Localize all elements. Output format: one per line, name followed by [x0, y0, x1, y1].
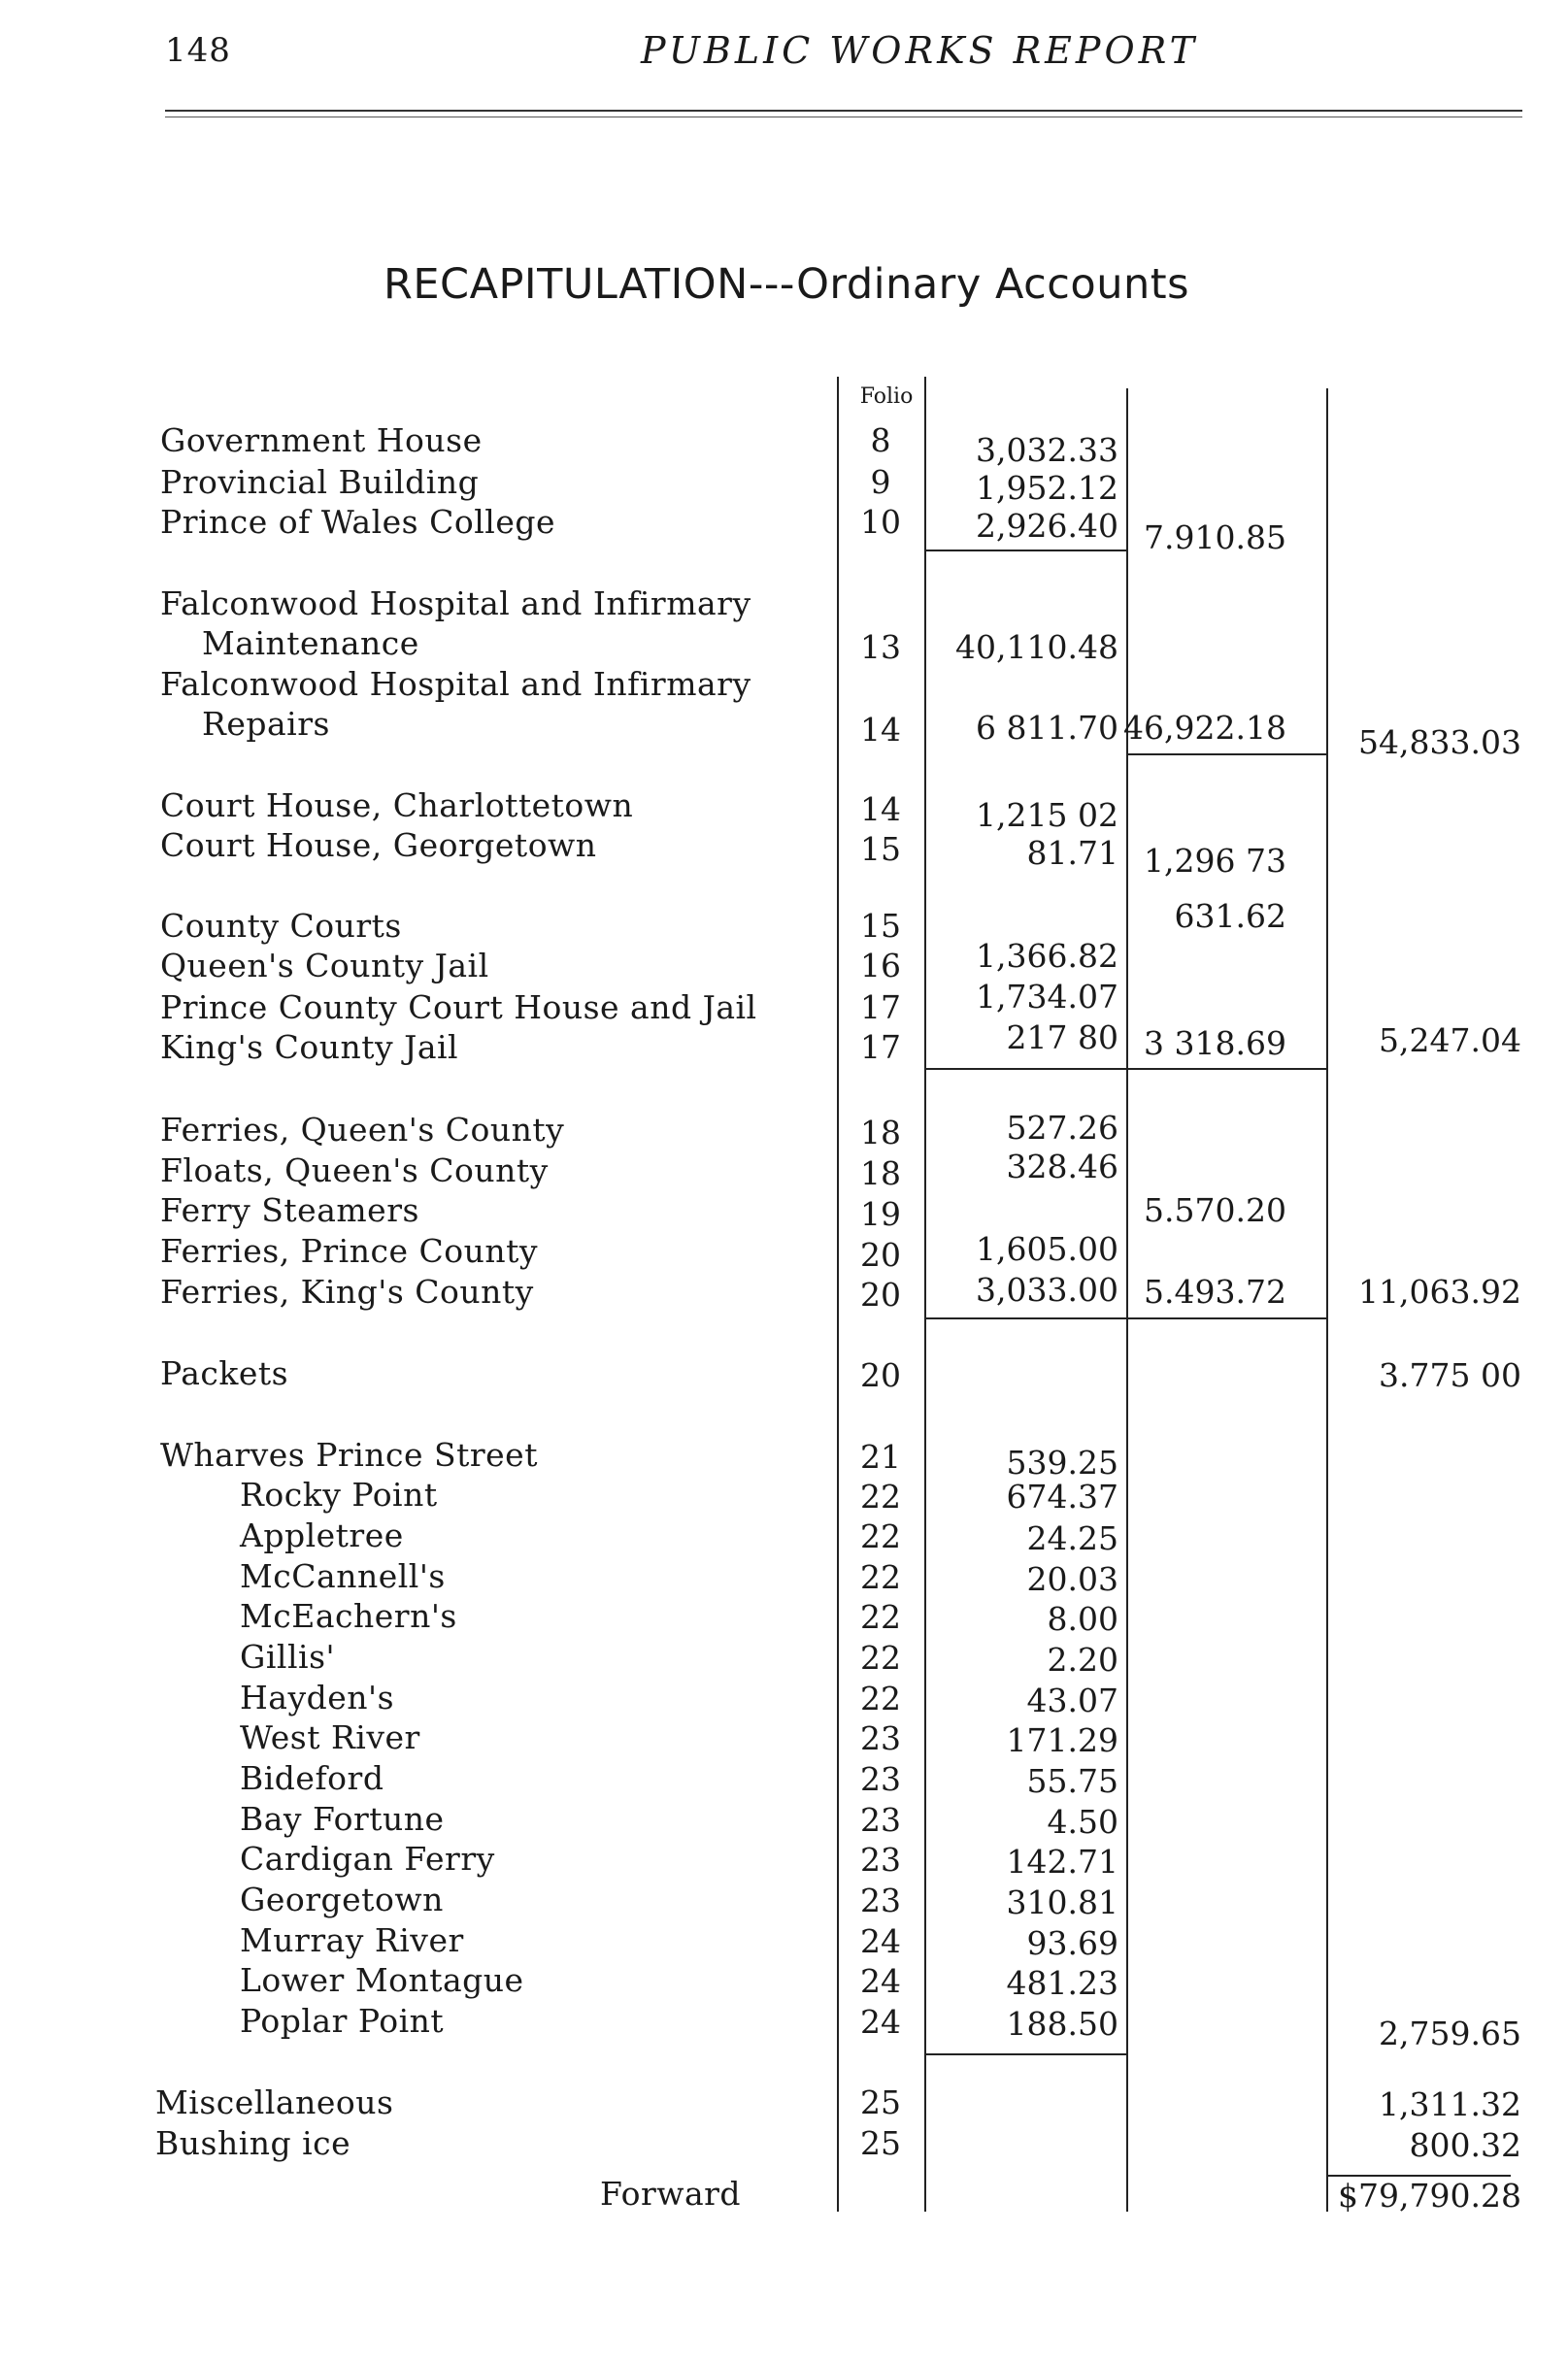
row-label: Rocky Point: [240, 1476, 438, 1514]
row-label: Cardigan Ferry: [240, 1840, 495, 1878]
row-folio: 22: [860, 1558, 901, 1596]
row-folio: 22: [860, 1517, 901, 1555]
row-folio: 16: [860, 947, 901, 984]
row-amount: 3,033.00: [976, 1271, 1118, 1309]
row-amount: 3,032.33: [976, 431, 1118, 469]
row-label: Gillis': [240, 1638, 336, 1676]
row-label: McEachern's: [240, 1597, 457, 1635]
row-folio: 22: [860, 1680, 901, 1717]
row-amount: 188.50: [1006, 2005, 1118, 2043]
row-label: Maintenance: [202, 624, 419, 662]
row-label: McCannell's: [240, 1557, 446, 1595]
row-amount: 4.50: [1047, 1803, 1118, 1841]
forward-total: $79,790.28: [1338, 2177, 1521, 2215]
forward-label: Forward: [600, 2175, 742, 2213]
row-amount: 1,734.07: [976, 978, 1118, 1016]
row-amount: 43.07: [1026, 1682, 1118, 1719]
running-title: PUBLIC WORKS REPORT: [641, 29, 1198, 72]
row-folio: 18: [860, 1114, 901, 1151]
row-folio: 17: [860, 988, 901, 1026]
row-folio: 22: [860, 1639, 901, 1677]
subtotal-rule: [924, 2053, 1126, 2055]
row-amount: 217 80: [1006, 1018, 1118, 1056]
row-amount: 674.37: [1006, 1478, 1118, 1516]
row-folio: 22: [860, 1478, 901, 1516]
row-label: Poplar Point: [240, 2002, 445, 2040]
subtotal-rule: [924, 1068, 1326, 1070]
row-label: Hayden's: [240, 1679, 395, 1716]
row-label: Falconwood Hospital and Infirmary: [160, 665, 751, 703]
row-folio: 24: [860, 1922, 901, 1960]
row-folio: 25: [860, 2124, 901, 2162]
row-label: County Courts: [160, 907, 402, 945]
row-label: Ferries, Prince County: [160, 1232, 538, 1270]
row-label: Murray River: [240, 1921, 464, 1959]
row-label: Wharves Prince Street: [160, 1436, 538, 1474]
row-folio: 10: [860, 503, 901, 541]
row-folio: 23: [860, 1841, 901, 1879]
row-folio: 22: [860, 1598, 901, 1636]
row-amount: 55.75: [1026, 1762, 1118, 1800]
row-label: Bushing ice: [155, 2124, 351, 2162]
row-total: 3.775 00: [1379, 1356, 1521, 1394]
row-label: Queen's County Jail: [160, 947, 489, 984]
row-folio: 15: [860, 907, 901, 945]
row-amount: 1,366.82: [976, 937, 1118, 975]
row-label: West River: [240, 1718, 420, 1756]
row-subtotal: 7.910.85: [1144, 518, 1286, 556]
row-amount: 6 811.70: [976, 709, 1118, 747]
row-label: Court House, Georgetown: [160, 826, 597, 864]
row-amount: 527.26: [1006, 1109, 1118, 1147]
row-label: Appletree: [240, 1516, 404, 1554]
row-subtotal: 5.570.20: [1144, 1191, 1286, 1229]
row-subtotal: 631.62: [1174, 897, 1286, 935]
row-label: Ferries, King's County: [160, 1273, 534, 1311]
row-amount: 8.00: [1047, 1600, 1118, 1638]
row-label: Government House: [160, 421, 483, 459]
row-total: 800.32: [1409, 2126, 1521, 2164]
row-amount: 1,952.12: [976, 469, 1118, 507]
row-subtotal: 46,922.18: [1123, 709, 1286, 747]
row-amount: 310.81: [1006, 1883, 1118, 1921]
row-amount: 20.03: [1026, 1560, 1118, 1598]
row-total: 54,833.03: [1358, 723, 1521, 761]
row-folio: 18: [860, 1154, 901, 1192]
row-label: Miscellaneous: [155, 2083, 394, 2121]
row-folio: 23: [860, 1760, 901, 1798]
row-folio: 19: [860, 1195, 901, 1233]
folio-header: Folio: [859, 384, 914, 409]
row-subtotal: 1,296 73: [1144, 842, 1286, 880]
row-label: Prince County Court House and Jail: [160, 988, 757, 1026]
row-subtotal: 5.493.72: [1144, 1273, 1286, 1311]
row-folio: 14: [860, 790, 901, 828]
row-amount: 1,605.00: [976, 1230, 1118, 1268]
row-amount: 481.23: [1006, 1964, 1118, 2002]
row-folio: 25: [860, 2083, 901, 2121]
row-amount: 142.71: [1006, 1843, 1118, 1881]
row-amount: 2.20: [1047, 1641, 1118, 1679]
row-folio: 23: [860, 1719, 901, 1757]
row-folio: 23: [860, 1801, 901, 1839]
page-number: 148: [165, 31, 231, 70]
row-total: 11,063.92: [1358, 1273, 1521, 1311]
row-folio: 9: [870, 463, 891, 501]
page-title: RECAPITULATION---Ordinary Accounts: [384, 260, 1189, 309]
row-total: 2,759.65: [1379, 2015, 1521, 2052]
row-label: King's County Jail: [160, 1028, 459, 1066]
row-label: Court House, Charlottetown: [160, 786, 634, 824]
row-folio: 23: [860, 1882, 901, 1919]
row-label: Floats, Queen's County: [160, 1151, 549, 1189]
row-amount: 40,110.48: [955, 628, 1118, 666]
row-amount: 81.71: [1026, 834, 1118, 872]
row-folio: 17: [860, 1028, 901, 1066]
row-subtotal: 3 318.69: [1144, 1024, 1286, 1062]
row-total: 1,311.32: [1379, 2085, 1521, 2123]
row-label: Ferries, Queen's County: [160, 1111, 565, 1149]
row-amount: 171.29: [1006, 1721, 1118, 1759]
row-label: Bideford: [240, 1759, 384, 1797]
row-amount: 24.25: [1026, 1519, 1118, 1557]
header-rule: [165, 110, 1522, 112]
row-amount: 328.46: [1006, 1148, 1118, 1185]
row-amount: 93.69: [1026, 1924, 1118, 1962]
row-label: Packets: [160, 1354, 289, 1392]
row-label: Provincial Building: [160, 463, 480, 501]
row-label: Lower Montague: [240, 1961, 524, 1999]
row-label: Ferry Steamers: [160, 1191, 419, 1229]
subtotal-rule: [924, 1317, 1326, 1319]
row-folio: 24: [860, 2003, 901, 2041]
row-amount: 539.25: [1006, 1444, 1118, 1482]
row-folio: 14: [860, 711, 901, 749]
row-folio: 20: [860, 1276, 901, 1314]
row-folio: 21: [860, 1438, 901, 1476]
row-total: 5,247.04: [1379, 1021, 1521, 1059]
row-folio: 24: [860, 1962, 901, 2000]
row-amount: 2,926.40: [976, 507, 1118, 545]
row-label: Falconwood Hospital and Infirmary: [160, 584, 751, 622]
row-label: Prince of Wales College: [160, 503, 556, 541]
row-folio: 15: [860, 830, 901, 868]
row-folio: 13: [860, 628, 901, 666]
row-label: Repairs: [202, 705, 330, 743]
row-folio: 20: [860, 1356, 901, 1394]
row-label: Georgetown: [240, 1881, 444, 1918]
row-folio: 8: [870, 421, 891, 459]
row-amount: 1,215 02: [976, 796, 1118, 834]
row-folio: 20: [860, 1236, 901, 1274]
row-label: Bay Fortune: [240, 1800, 445, 1838]
